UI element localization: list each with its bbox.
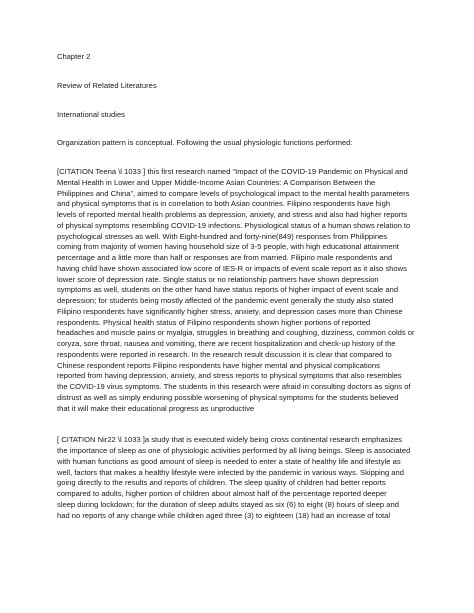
section-heading: International studies bbox=[57, 109, 125, 119]
paragraph-line: headaches and muscle pains or myalgia, struggles in breathing and coughing, dizziness, common colds or bbox=[57, 328, 415, 338]
paragraph-line: respondents were reported in research. In the research result discussion it is clear that compared to bbox=[57, 349, 392, 359]
chapter-title: Review of Related Literatures bbox=[57, 80, 157, 90]
paragraph-line: Mental Health in Lower and Upper Middle-Income Asian Countries: A Comparison Between the bbox=[57, 177, 376, 187]
paragraph-line: the importance of sleep as one of physiologic activities performed by all living beings. Sleep is associated bbox=[57, 446, 411, 455]
paragraph-line: coming from majority of women having household size of 3-5 people, with high educational attainment bbox=[57, 242, 399, 252]
paragraph-line: of physical symptoms resembling COVID-19 infections. Physiological status of a human shows relation to bbox=[57, 220, 411, 230]
paragraph-line: respondents. Physical health status of Filipino respondents shown higher portions of reported bbox=[57, 317, 371, 327]
paragraph-line: sleep during lockdown; for the duration of sleep adults stayed as six (6) to eight (8) hours of sleep and bbox=[57, 499, 399, 509]
paragraph-line: having child have shown associated low score of IES-R or impacts of event scale report as it also shows bbox=[57, 263, 407, 273]
paragraph-line: [ CITATION Nir22 \l 1033 ]a study that is executed widely being cross continental research emphasizes bbox=[57, 435, 402, 445]
paragraph-line: psychological stresses as well. With Eight-hundred and forty-nine(849) responses from Philippines bbox=[57, 231, 388, 241]
paragraph-line: and physical symptoms that is in correlation to both Asian countries. Filipino respondents have high bbox=[57, 199, 391, 209]
paragraph-line: Filipino respondents have significantly higher stress, anxiety, and depression cases more than Chinese bbox=[57, 306, 403, 316]
paragraph-citation-teena bbox=[57, 167, 424, 414]
paragraph-line: Chinese respondent reports Filipino respondents have higher mental and physical complications bbox=[57, 360, 380, 370]
paragraph-line: [CITATION Teena \l 1033 ] this first research named “Impact of the COVID-19 Pandemic on Physical and bbox=[57, 167, 408, 176]
paragraph-line: coryza, sore throat, nausea and vomiting, there are recent hospitalization and check-up history of the bbox=[57, 339, 396, 348]
paragraph-line: had no reports of any change while children aged three (3) to eighteen (18) had an increase of total bbox=[57, 510, 391, 520]
paragraph-line: well, factors that makes a healthy lifestyle were infected by the pandemic in various ways. Skipping and bbox=[57, 467, 404, 477]
paragraph-line: with human functions as good amount of sleep is needed to enter a state of healthy life and lifestyle as bbox=[57, 456, 401, 466]
intro-text: Organization pattern is conceptual. Following the usual physiologic functions performed: bbox=[57, 138, 353, 148]
paragraph-line: Philippines and China”, aimed to compare levels of psychological impact to the mental health parameters bbox=[57, 188, 410, 198]
paragraph-line: levels of reported mental health problems as depression, anxiety, and stress and also had higher reports bbox=[57, 210, 408, 219]
paragraph-citation-nir22 bbox=[57, 435, 424, 521]
paragraph-line: distrust as well as simply enduring possible worsening of physical symptoms for the students believed bbox=[57, 392, 399, 402]
paragraph-line: compared to adults, higher portion of children about almost half of the percentage reported deeper bbox=[57, 489, 387, 498]
paragraph-line: that it will make their educational progress as unproductive bbox=[57, 403, 255, 413]
paragraph-line: depression; for students being mostly affected of the pandemic event generally the study also stated bbox=[57, 296, 394, 305]
paragraph-line: symptoms as well, students on the other hand have status reports of higher impact of event scale and bbox=[57, 285, 399, 295]
paragraph-line: percentage and a little more than half or responses are from married. Filipino male respondents and bbox=[57, 253, 393, 262]
paragraph-line: lower score of depression rate. Single status or no relationship partners have shown depression bbox=[57, 274, 379, 284]
chapter-heading: Chapter 2 bbox=[57, 52, 91, 61]
paragraph-line: going directly to the results and reports of children. The sleep quality of children had better reports bbox=[57, 478, 386, 488]
paragraph-line: reported from having depression, anxiety, and stress reports to physical symptoms that also resembles bbox=[57, 371, 402, 381]
paragraph-line: the COVID-19 virus symptoms. The students in this research were afraid in consulting doctors as signs of bbox=[57, 382, 411, 391]
